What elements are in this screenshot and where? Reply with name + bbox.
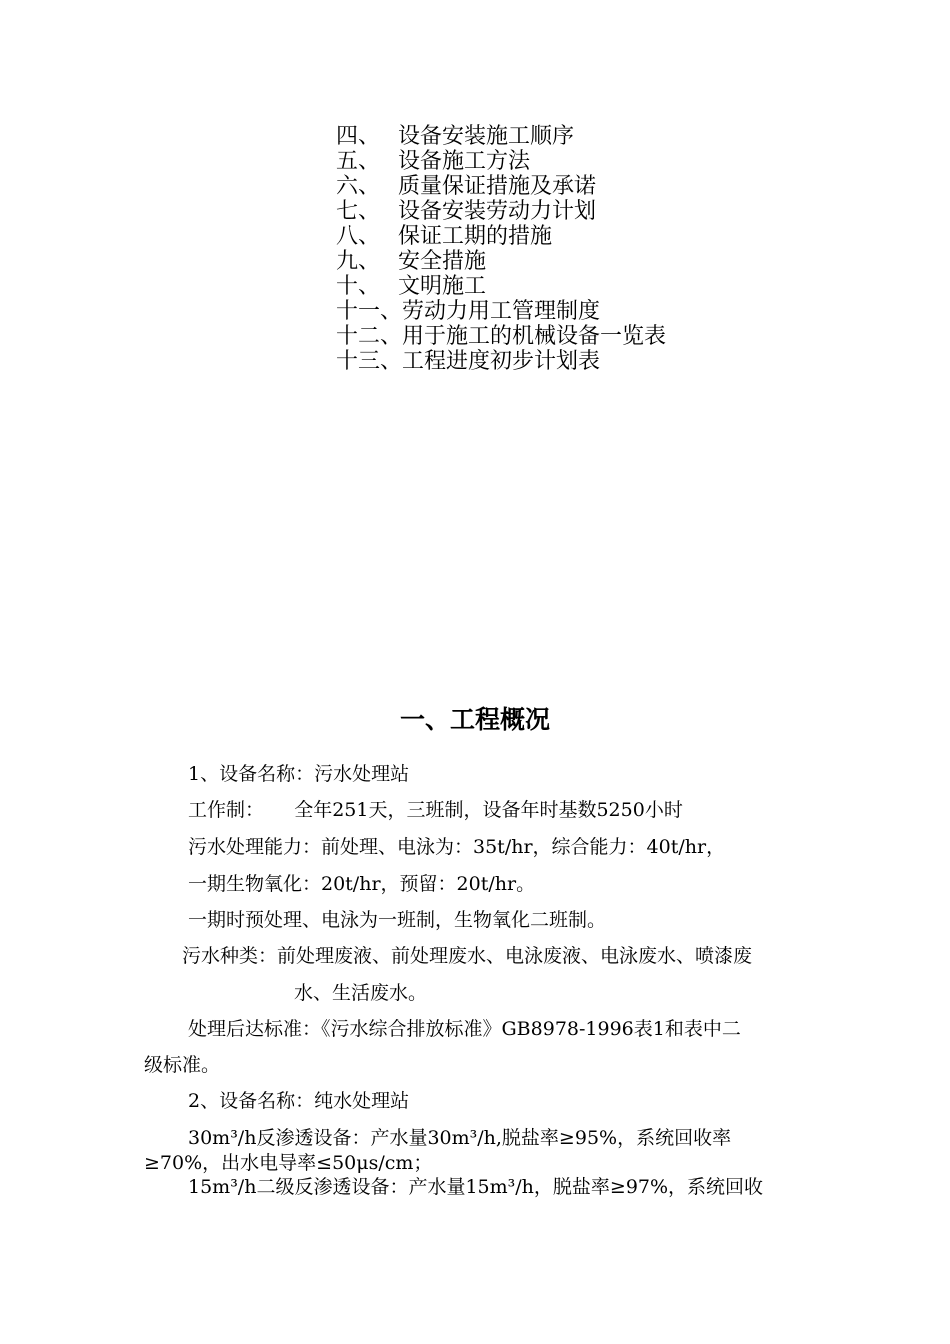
paragraph: 污水处理能力：前处理、电泳为：35t/hr，综合能力：40t/hr， [188, 836, 726, 858]
toc-item [336, 124, 756, 149]
toc-item [336, 199, 756, 224]
toc-item [336, 174, 756, 199]
toc-item [336, 349, 756, 374]
toc-item-number: 十二、 [336, 324, 403, 349]
paragraph: ≥70%，出水电导率≤50μs/cm； [144, 1152, 433, 1174]
paragraph: 工作制： 全年251天，三班制，设备年时基数5250小时 [188, 799, 683, 821]
toc-item-text: 安全措施 [398, 249, 487, 274]
toc-item [336, 299, 756, 324]
toc-item-number: 九、 [336, 249, 381, 274]
toc-item-text: 工程进度初步计划表 [402, 349, 601, 374]
paragraph: 级标准。 [144, 1054, 221, 1076]
toc-item [336, 324, 756, 349]
toc-item-text: 设备安装施工顺序 [398, 124, 575, 149]
paragraph: 一期生物氧化：20t/hr，预留：20t/hr。 [188, 873, 536, 895]
section-title: 一、工程概况 [399, 705, 550, 734]
toc-item-number: 十一、 [336, 299, 403, 324]
paragraph: 15m³/h二级反渗透设备：产水量15m³/h，脱盐率≥97%，系统回收 [188, 1176, 764, 1198]
toc-item-number: 十、 [336, 274, 381, 299]
toc-item [336, 274, 756, 299]
toc-item-number: 八、 [336, 224, 381, 249]
toc-item [336, 224, 756, 249]
toc-item-text: 用于施工的机械设备一览表 [402, 324, 667, 349]
table-of-contents [336, 124, 756, 374]
toc-item-text: 质量保证措施及承诺 [398, 174, 597, 199]
paragraph: 处理后达标准：《污水综合排放标准》GB8978-1996表1和表中二 [188, 1018, 741, 1040]
toc-item-number: 五、 [336, 149, 381, 174]
toc-item-number: 四、 [336, 124, 381, 149]
paragraph: 2、设备名称：纯水处理站 [188, 1090, 410, 1112]
paragraph: 水、生活废水。 [294, 982, 428, 1004]
toc-item-number: 十三、 [336, 349, 403, 374]
toc-item-text: 设备安装劳动力计划 [398, 199, 597, 224]
toc-item-text: 文明施工 [398, 274, 487, 299]
paragraph: 30m³/h反渗透设备：产水量30m³/h,脱盐率≥95%，系统回收率 [188, 1127, 732, 1149]
toc-item-number: 七、 [336, 199, 381, 224]
toc-item-text: 保证工期的措施 [398, 224, 553, 249]
toc-item-number: 六、 [336, 174, 381, 199]
toc-item-text: 劳动力用工管理制度 [402, 299, 601, 324]
toc-item [336, 249, 756, 274]
paragraph: 1、设备名称：污水处理站 [188, 763, 410, 785]
toc-item-text: 设备施工方法 [398, 149, 531, 174]
paragraph: 一期时预处理、电泳为一班制，生物氧化二班制。 [188, 909, 607, 931]
paragraph: 污水种类：前处理废液、前处理废水、电泳废液、电泳废水、喷漆废 [182, 945, 753, 967]
toc-item [336, 149, 756, 174]
